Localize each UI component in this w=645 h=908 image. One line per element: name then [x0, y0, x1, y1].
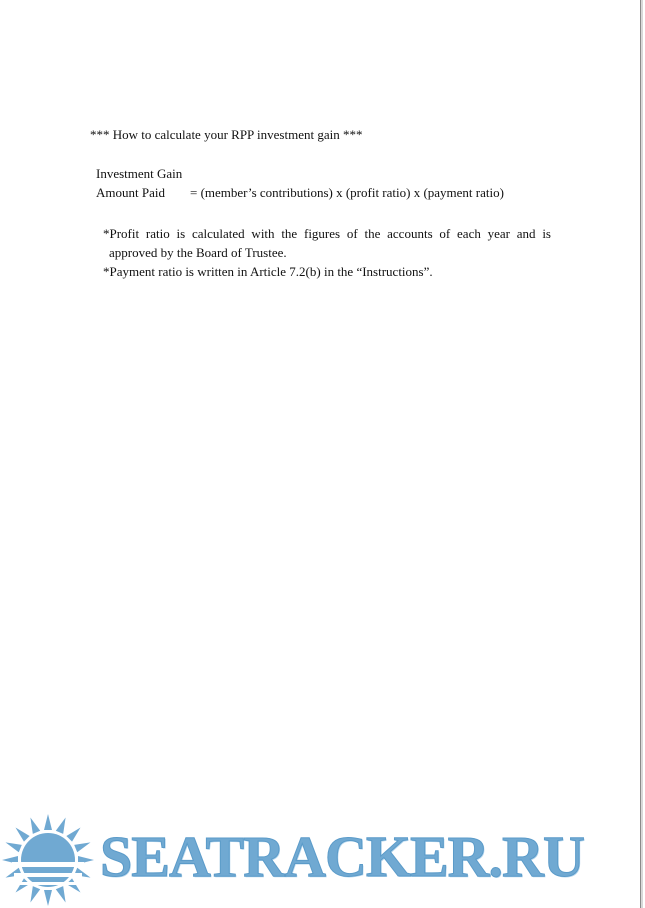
investment-gain-label: Investment Gain: [96, 166, 183, 181]
seatracker-watermark: [0, 812, 645, 908]
profit-ratio-note-line-1: *Profit ratio is calculated with the figures of the accounts of each year and is: [103, 226, 551, 241]
profit-ratio-note-line-2: approved by the Board of Trustee.: [109, 245, 287, 260]
sun-over-sea-logo-icon: [0, 812, 96, 908]
calculation-formula: = (member’s contributions) x (profit ratio) x (payment ratio): [190, 185, 504, 200]
watermark-text: SEATRACKER.RU: [100, 824, 584, 889]
payment-ratio-note: *Payment ratio is written in Article 7.2(b) in the “Instructions”.: [103, 264, 433, 279]
amount-paid-label: Amount Paid: [96, 185, 165, 200]
document-title: *** How to calculate your RPP investment gain ***: [90, 127, 363, 142]
